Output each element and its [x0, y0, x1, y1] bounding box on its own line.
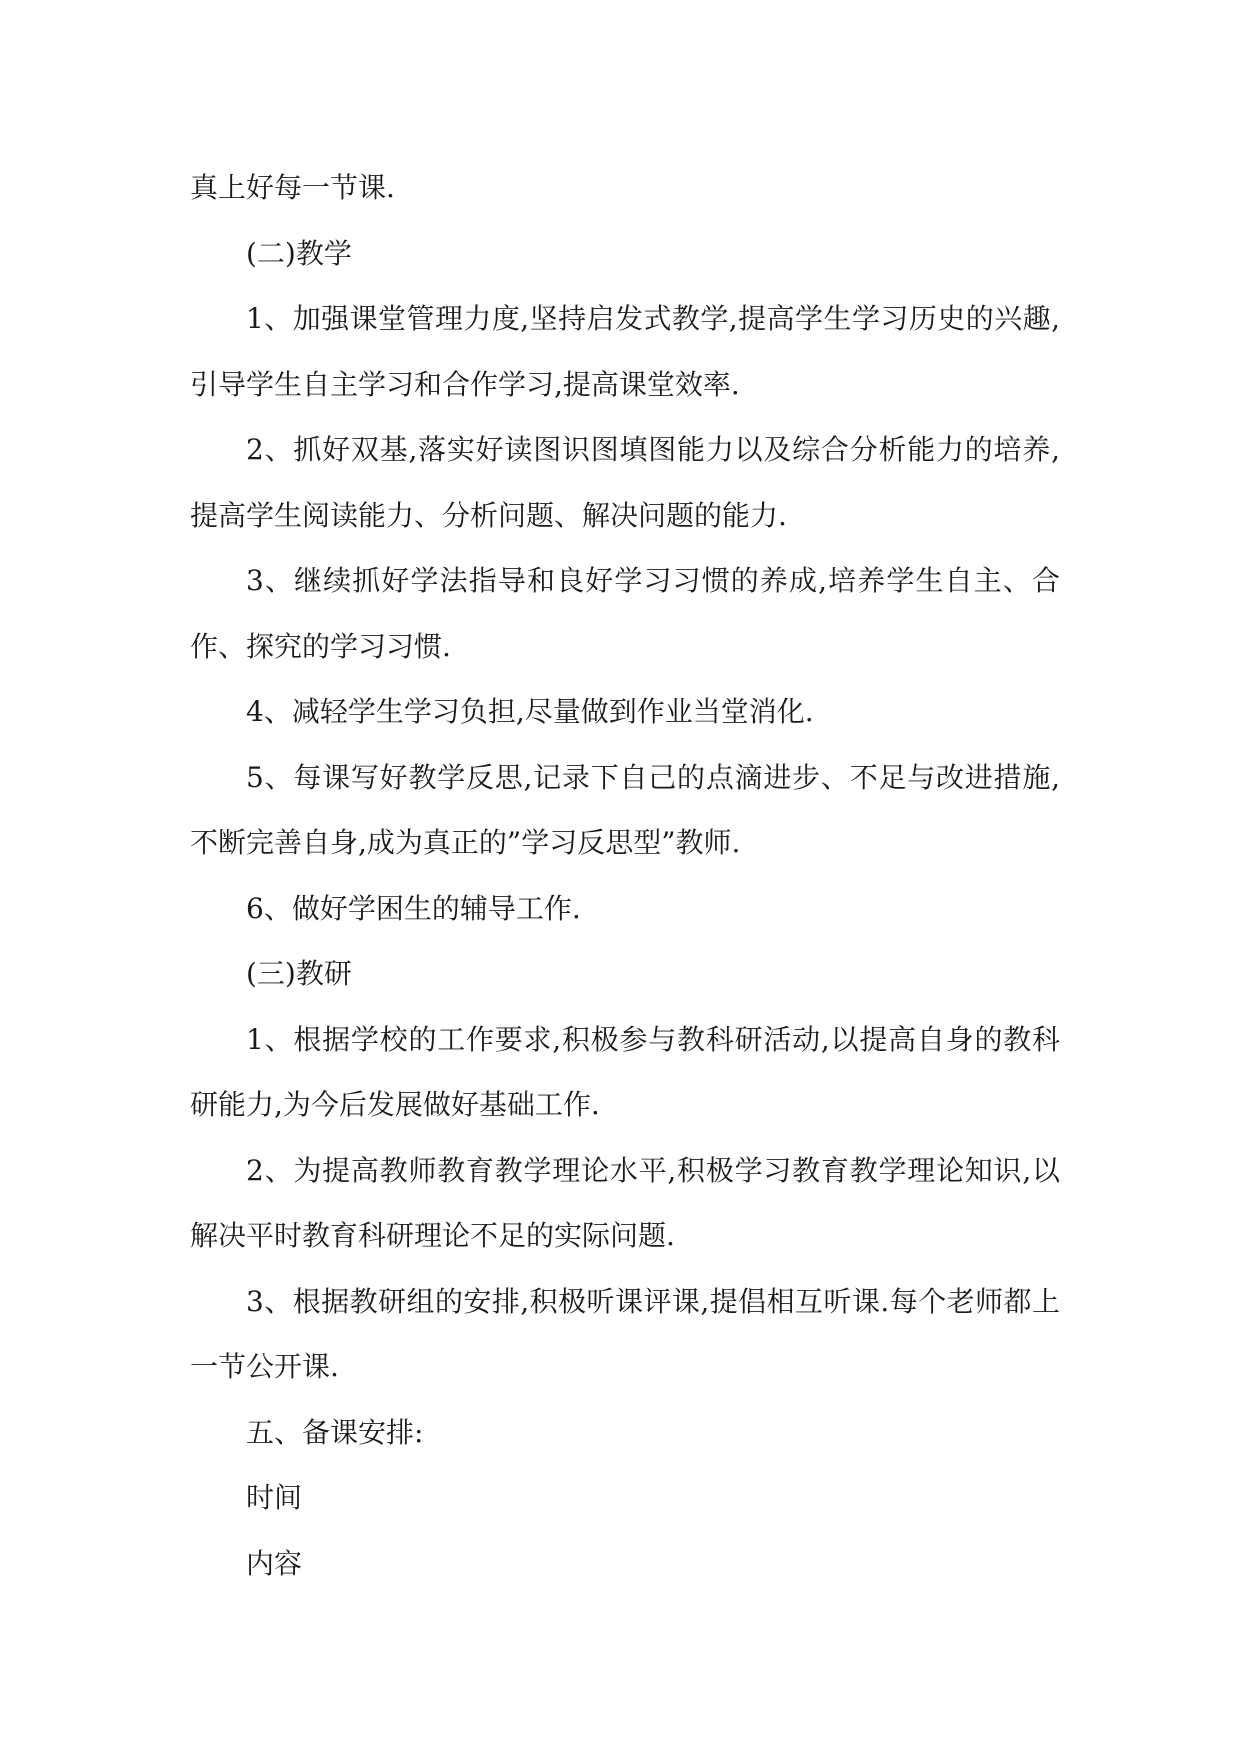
teaching-item-3: 3、继续抓好学法指导和良好学习习惯的养成,培养学生自主、合作、探究的学习习惯. [190, 564, 1060, 663]
table-header-content: 内容 [246, 1546, 303, 1580]
teaching-item-4: 4、减轻学生学习负担,尽量做到作业当堂消化. [246, 695, 814, 728]
section-heading-lesson-prep: 五、备课安排: [246, 1415, 424, 1449]
research-item-1: 1、根据学校的工作要求,积极参与教科研活动,以提高自身的教科研能力,为今后发展做好基础工作. [190, 1022, 1060, 1121]
research-item-3: 3、根据教研组的安排,积极听课评课,提倡相互听课.每个老师都上一节公开课. [190, 1284, 1060, 1383]
paragraph-continuation: 真上好每一节课. [190, 171, 395, 204]
table-header-time: 时间 [246, 1481, 303, 1514]
section-heading-research: (三)教研 [246, 957, 352, 990]
teaching-item-6: 6、做好学困生的辅导工作. [246, 891, 581, 925]
teaching-item-5: 5、每课写好教学反思,记录下自己的点滴进步、不足与改进措施,不断完善自身,成为真正的”学习反思型”教师. [190, 760, 1060, 859]
teaching-item-1: 1、加强课堂管理力度,坚持启发式教学,提高学生学习历史的兴趣,引导学生自主学习和合作学习,提高课堂效率. [190, 302, 1060, 401]
document-body [190, 155, 1060, 1596]
section-heading-teaching: (二)教学 [246, 236, 352, 270]
research-item-2: 2、为提高教师教育教学理论水平,积极学习教育教学理论知识,以解决平时教育科研理论不足的实际问题. [190, 1153, 1060, 1252]
teaching-item-2: 2、抓好双基,落实好读图识图填图能力以及综合分析能力的培养,提高学生阅读能力、分析问题、解决问题的能力. [190, 433, 1060, 532]
